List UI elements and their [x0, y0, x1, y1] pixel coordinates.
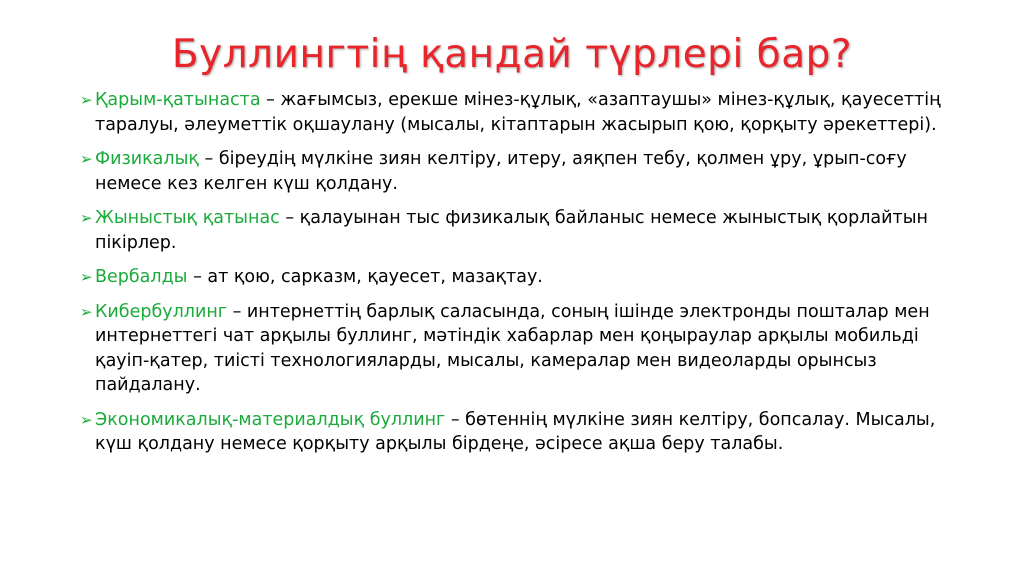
item-text: – жағымсыз, ерекше мінез-құлық, «азаптаушы» мінез-құлық, қауесеттің таралуы, әлеуметтік оқшаулану (мысалы, кітаптарын жасырып қою, қорқыту әрекеттері).	[95, 90, 941, 135]
item-text: – бөтеннің мүлкіне зиян келтіру, бопсалау. Мысалы, күш қолдану немесе қорқыту арқылы бірдеңе, әсіресе ақша беру талабы.	[95, 409, 936, 454]
item-text: – қалауынан тыс физикалық байланыс немесе жыныстық қорлайтын пікірлер.	[95, 208, 928, 253]
item-term: Жыныстық қатынас	[95, 208, 280, 228]
item-text: – интернеттің барлық саласында, соның ішінде электронды пошталар мен интернеттегі чат арқылы буллинг, мәтіндік хабарлар мен қоңыраулар арқылы мобильді қауіп-қатер, тиісті технологияларды, мысалы, камералар мен видеоларды орынсыз пайдалану.	[95, 301, 930, 395]
list-item	[80, 265, 960, 290]
item-text: – біреудің мүлкіне зиян келтіру, итеру, аяқпен тебу, қолмен ұру, ұрып-соғу немесе кез келген күш қолдану.	[95, 149, 907, 194]
item-term: Вербалды	[95, 267, 188, 287]
bullet-list	[80, 88, 960, 467]
arrowhead-bullet-icon: ➢	[80, 209, 93, 227]
item-term: Қарым-қатынаста	[95, 90, 261, 110]
item-term: Кибербуллинг	[95, 301, 227, 322]
list-item	[80, 147, 960, 196]
item-term: Экономикалық-материалдық буллинг	[95, 409, 446, 430]
list-item	[80, 206, 960, 255]
list-item	[80, 300, 960, 398]
arrowhead-bullet-icon: ➢	[80, 150, 93, 168]
arrowhead-bullet-icon: ➢	[80, 410, 93, 429]
arrowhead-bullet-icon: ➢	[80, 268, 93, 286]
slide-title: Буллингтің қандай түрлері бар?	[171, 32, 853, 77]
arrowhead-bullet-icon: ➢	[80, 91, 93, 109]
item-text: – ат қою, сарказм, қауесет, мазақтау.	[187, 267, 543, 287]
arrowhead-bullet-icon: ➢	[80, 302, 93, 321]
item-term: Физикалық	[95, 149, 199, 169]
list-item	[80, 88, 960, 137]
list-item	[80, 408, 960, 457]
